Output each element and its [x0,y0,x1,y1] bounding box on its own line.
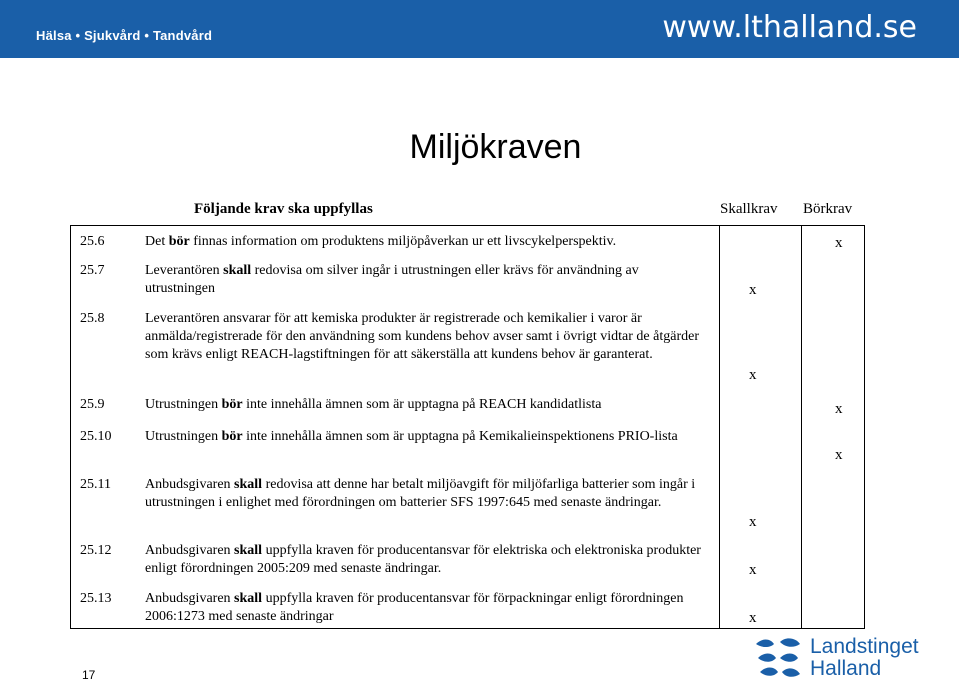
row-text: Leverantören skall redovisa om silver ingår i utrustningen eller krävs för användning av utrustningen [145,263,639,296]
header-banner [0,0,959,58]
skallkrav-mark: x [749,367,757,383]
page-title: Miljökraven [409,128,582,166]
skallkrav-mark: x [749,514,757,530]
landstinget-halland-logo [752,634,952,682]
skallkrav-mark: x [749,282,757,298]
table-divider-bor [801,225,802,629]
skallkrav-mark: x [749,610,757,626]
row-text: Leverantören ansvarar för att kemiska produkter är registrerade och kemikalier i varor är anmälda/registrerade för den användning som kundens behov avser samt i övrigt vidtar de åtgärder som krävs enligt REACH-lagstiftningen för att säkerställa att kundens behov är garanterat. [145,311,699,362]
banner-website[interactable]: www.lthalland.se [662,10,917,45]
row-number: 25.11 [80,477,111,492]
row-number: 25.12 [80,543,112,558]
column-header-requirements: Följande krav ska uppfyllas [194,201,373,217]
row-number: 25.7 [80,263,105,278]
borkrav-mark: x [835,401,843,417]
table-divider-skall [719,225,720,629]
row-number: 25.8 [80,311,105,326]
skallkrav-mark: x [749,562,757,578]
column-header-skallkrav: Skallkrav [720,201,778,217]
row-text: Anbudsgivaren skall redovisa att denne har betalt miljöavgift för miljöfarliga batterier som ingår i utrustningen i enlighet med förordningen om batterier SFS 1997:645 med senaste ändringar. [145,477,696,510]
row-text: Utrustningen bör inte innehålla ämnen som är upptagna på Kemikalieinspektionens PRIO-lista [145,429,678,444]
landstinget-halland-logo-icon [752,636,804,682]
banner-tagline: Hälsa • Sjukvård • Tandvård [36,28,213,43]
column-header-borkrav: Börkrav [803,201,853,217]
borkrav-mark: x [835,235,843,251]
borkrav-mark: x [835,447,843,463]
page-number: 17 [82,668,96,682]
row-text: Det bör finnas information om produktens miljöpåverkan ur ett livscykelperspektiv. [145,234,617,249]
row-text: Anbudsgivaren skall uppfylla kraven för producentansvar för förpackningar enligt förordningen 2006:1273 med senaste ändringar [145,591,684,624]
row-number: 25.13 [80,591,112,606]
row-number: 25.9 [80,397,105,412]
logo-text-line1: Landstinget [810,635,919,658]
logo-text-line2: Halland [810,657,882,680]
row-text: Utrustningen bör inte innehålla ämnen som är upptagna på REACH kandidatlista [145,397,602,412]
row-text: Anbudsgivaren skall uppfylla kraven för producentansvar för elektriska och elektroniska produkter enligt förordningen 2005:209 med senaste ändringar. [145,543,701,576]
row-number: 25.6 [80,234,105,249]
row-number: 25.10 [80,429,112,444]
